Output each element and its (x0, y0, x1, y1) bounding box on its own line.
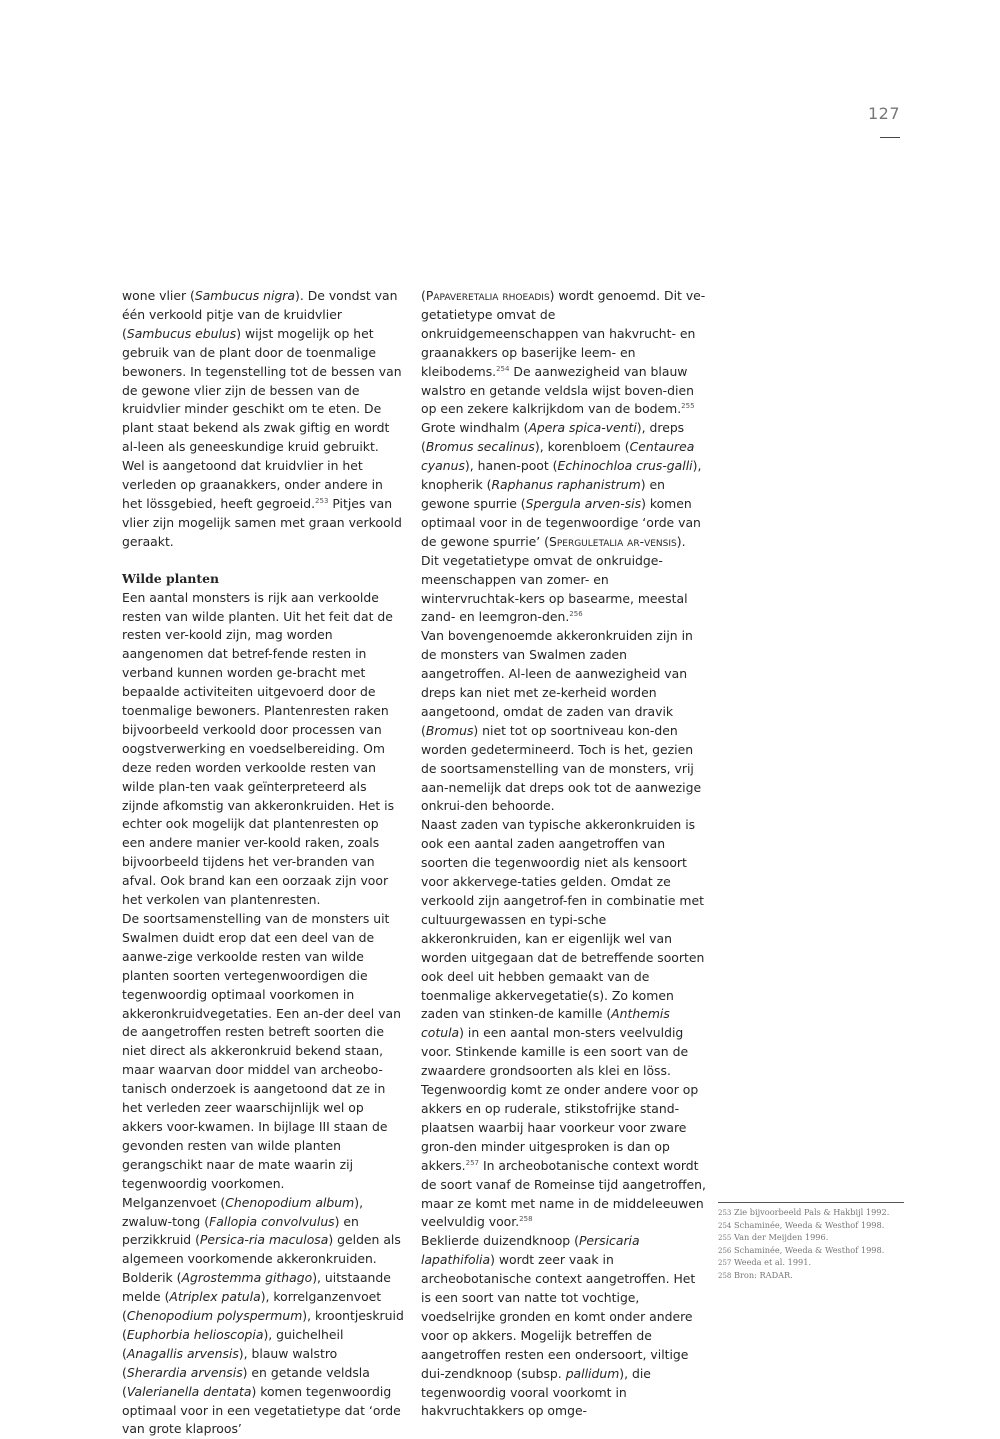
right-text-column (421, 287, 706, 1421)
footnote-number: 257 (718, 1259, 732, 1268)
footnote-text: Schaminée, Weeda & Westhof 1998. (734, 1219, 885, 1230)
section-heading: Wilde planten (122, 570, 219, 586)
paragraph: Beklierde duizendknoop (Persicaria lapathifolia) wordt zeer vaak in archeobotanische context aangetroffen. Het is een soort van natte tot vochtige, voedselrijke gronden en komt onder andere voor op akkers. Mogelijk betreffen de aangetroffen resten een ondersoort, viltige dui-zendknoop (subsp. pallidum), die tegenwoordig vooral voorkomt in hakvruchtakkers op omge- (421, 1233, 696, 1419)
footnote (718, 1257, 904, 1270)
footnote (718, 1232, 904, 1245)
footnote-text: Schaminée, Weeda & Westhof 1998. (734, 1244, 885, 1255)
paragraph: (Papaveretalia rhoeadis) wordt genoemd. Dit ve-getatietype omvat de onkruidgemeenschappen van hakvrucht- en graanakkers op baserijke leem- en kleibodems.$^{254}$ De aanwezigheid van blauw walstro en getande veldsla wijst boven-dien op een zekere kalkrijkdom van de bodem.$^{255}$ Grote windhalm (Apera spica-venti), dreps (Bromus secalinus), korenbloem (Centaurea cyanus), hanen-poot (Echinochloa crus-galli), knopherik (Raphanus raphanistrum) en gewone spurrie (Spergula arven-sis) komen optimaal voor in de tegenwoordige ‘orde van de gewone spurrie’ (Sperguletalia ar-vensis). Dit vegetatietype omvat de onkruidge-meenschappen van zomer- en wintervruchtak-kers op basearme, meestal zand- en leemgron-den.$^{256}$ (421, 288, 706, 625)
footnote (718, 1207, 904, 1220)
paragraph: Melganzenvoet (Chenopodium album), zwaluw-tong (Fallopia convolvulus) en perzikkruid (Persica-ria maculosa) gelden als algemeen voorkomende akkeronkruiden. (122, 1194, 401, 1267)
paragraph: Bolderik (Agrostemma githago), uitstaande melde (Atriplex patula), korrelganzenvoet (Chenopodium polyspermum), kroontjeskruid (Euphorbia helioscopia), guichelheil (Anagallis arvensis), blauw walstro (Sherardia arvensis) en getande veldsla (Valerianella dentata) komen tegenwoordig optimaal voor in een vegetatietype dat ‘orde van grote klaproos’ (122, 1270, 404, 1437)
paragraph: Een aantal monsters is rijk aan verkoolde resten van wilde planten. Uit het feit dat de resten ver-koold zijn, mag worden aangenomen dat betref-fende resten in verband kunnen worden ge-bracht met bepaalde activiteiten uitgevoerd door de toenmalige bewoners. Plantenresten raken bijvoorbeeld verkoold door processen van oogstverwerking en voedselbereiding. Om deze reden worden verkoolde resten van wilde plan-ten vaak geïnterpreteerd als zijnde afkomstig van akkeronkruiden. Het is echter ook mogelijk dat plantenresten op een andere manier ver-koold raken, zoals bijvoorbeeld tijdens het ver-branden van afval. Ook brand kan een oorzaak zijn voor het verkolen van plantenresten. (122, 589, 395, 908)
footnote-number: 255 (718, 1234, 732, 1243)
paragraph: Naast zaden van typische akkeronkruiden is ook een aantal zaden aangetroffen van soorten die tegenwoordig niet als kensoort voor akkervege-taties gelden. Omdat ze verkoold zijn aangetrof-fen in combinatie met cultuurgewassen en typi-sche akkeronkruiden, kan er eigenlijk wel van worden uitgegaan dat de betreffende soorten ook deel uit hebben gemaakt van de toenmalige akkervegetatie(s). Zo komen zaden van stinken-de kamille (Anthemis cotula) in een aantal mon-sters veelvuldig voor. Stinkende kamille is een soort van de zwaardere grondsoorten als klei en löss. Tegenwoordig komt ze onder andere voor op akkers en op ruderale, stikstofrijke stand-plaatsen waarbij haar voorkeur voor zware gron-den minder uitgesproken is dan op akkers.$^{257}$ In archeobotanische context wordt de soort vanaf de Romeinse tijd aangetroffen, maar ze komt met name in de middeleeuwen veelvuldig voor.$^{258}$ (421, 817, 706, 1230)
footnote (718, 1245, 904, 1258)
footnote (718, 1220, 904, 1233)
paragraph: wone vlier (Sambucus nigra). De vondst van één verkoold pitje van de kruidvlier (Sambucus ebulus) wijst mogelijk op het gebruik van de plant door de toenmalige bewoners. In tegenstelling tot de bessen van de gewone vlier zijn de bessen van de kruidvlier minder geschikt om te eten. De plant staat bekend als zwak giftig en wordt al-leen als geneeskundige kruid gebruikt. Wel is aangetoond dat kruidvlier in het verleden op graanakkers, onder andere in het lössgebied, heeft gegroeid.$^{253}$ Pitjes van vlier zijn mogelijk samen met graan verkoold geraakt. (122, 288, 402, 549)
page-number: 127 (868, 104, 901, 123)
footnote-number: 254 (718, 1221, 732, 1230)
left-text-column (122, 287, 404, 1439)
footnote-number: 258 (718, 1271, 732, 1280)
footnote-text: Weeda et al. 1991. (734, 1257, 812, 1268)
footnote-text: Van der Meijden 1996. (734, 1232, 829, 1243)
footnote (718, 1270, 904, 1283)
paragraph: Van bovengenoemde akkeronkruiden zijn in de monsters van Swalmen zaden aangetroffen. Al-leen de aanwezigheid van dreps kan niet met ze-kerheid worden aangetoond, omdat de zaden van dravik (Bromus) niet tot op soortniveau kon-den worden gedetermineerd. Toch is het, gezien de soortsamenstelling van de monsters, vrij aan-nemelijk dat dreps ook tot de aanwezige onkrui-den behoorde. (421, 628, 702, 814)
footnote-number: 253 (718, 1209, 732, 1217)
footnotes (718, 1202, 904, 1283)
footnote-text: Zie bijvoorbeeld Pals & Hakbijl 1992. (734, 1207, 890, 1217)
footnote-text: Bron: RADAR. (734, 1269, 793, 1280)
paragraph: De soortsamenstelling van de monsters uit Swalmen duidt erop dat een deel van de aanwe-zige verkoolde resten van wilde planten soorten vertegenwoordigen die tegenwoordig optimaal voorkomen in akkeronkruidvegetaties. Een an-der deel van de aangetroffen resten betreft soorten die niet direct als akkeronkruid bekend staan, maar waarvan door middel van archeobo-tanisch onderzoek is aangetoond dat ze in het verleden zeer waarschijnlijk wel op akkers voor-kwamen. In bijlage III staan de gevonden resten van wilde planten gerangschikt naar de mate waarin zij tegenwoordig voorkomen. (122, 911, 401, 1191)
page-number-rule (880, 137, 900, 138)
footnote-number: 256 (718, 1246, 732, 1255)
